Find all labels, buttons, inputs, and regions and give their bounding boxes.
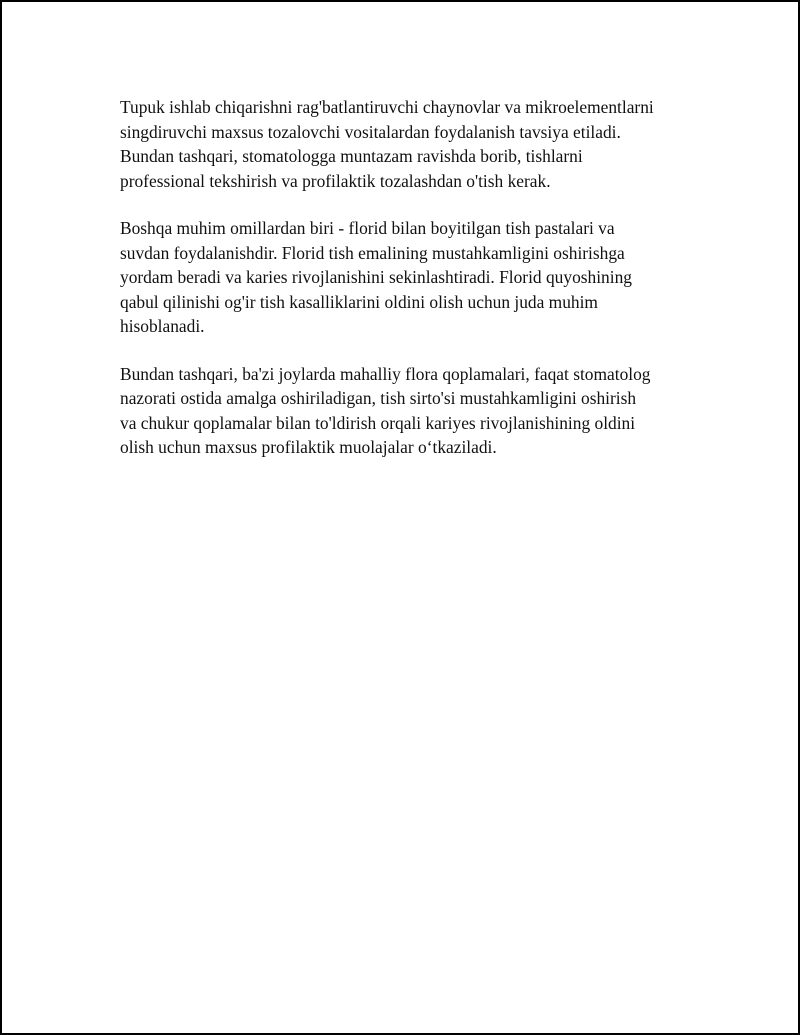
document-body xyxy=(120,95,700,483)
text-line: Bundan tashqari, ba'zi joylarda mahalliy flora qoplamalari, faqat stomatolog xyxy=(120,363,651,384)
paragraph-3 xyxy=(120,362,700,460)
text-line: suvdan foydalanishdir. Florid tish emalining mustahkamligini oshirishga xyxy=(120,242,625,263)
text-line: qabul qilinishi og'ir tish kasalliklarini oldini olish uchun juda muhim xyxy=(120,291,598,312)
text-line: hisoblanadi. xyxy=(120,316,205,336)
text-line: singdiruvchi maxsus tozalovchi vositalardan foydalanish tavsiya etiladi. xyxy=(120,121,621,142)
text-line: yordam beradi va karies rivojlanishini sekinlashtiradi. Florid quyoshining xyxy=(120,267,632,287)
text-line: Boshqa muhim omillardan biri - florid bilan boyitilgan tish pastalari va xyxy=(120,218,615,238)
text-line: professional tekshirish va profilaktik tozalashdan o'tish kerak. xyxy=(120,170,551,191)
text-line: Bundan tashqari, stomatologga muntazam ravishda borib, tishlarni xyxy=(120,146,583,166)
text-line: olish uchun maxsus profilaktik muolajalar o‘tkaziladi. xyxy=(120,437,497,457)
text-line: va chukur qoplamalar bilan to'ldirish orqali kariyes rivojlanishining oldini xyxy=(120,412,636,433)
paragraph-2 xyxy=(120,216,700,339)
text-line: nazorati ostida amalga oshiriladigan, tish sirto'si mustahkamligini oshirish xyxy=(120,388,637,408)
text-line: Tupuk ishlab chiqarishni rag'batlantiruvchi chaynovlar va mikroelementlarni xyxy=(120,97,654,117)
paragraph-1 xyxy=(120,95,700,193)
